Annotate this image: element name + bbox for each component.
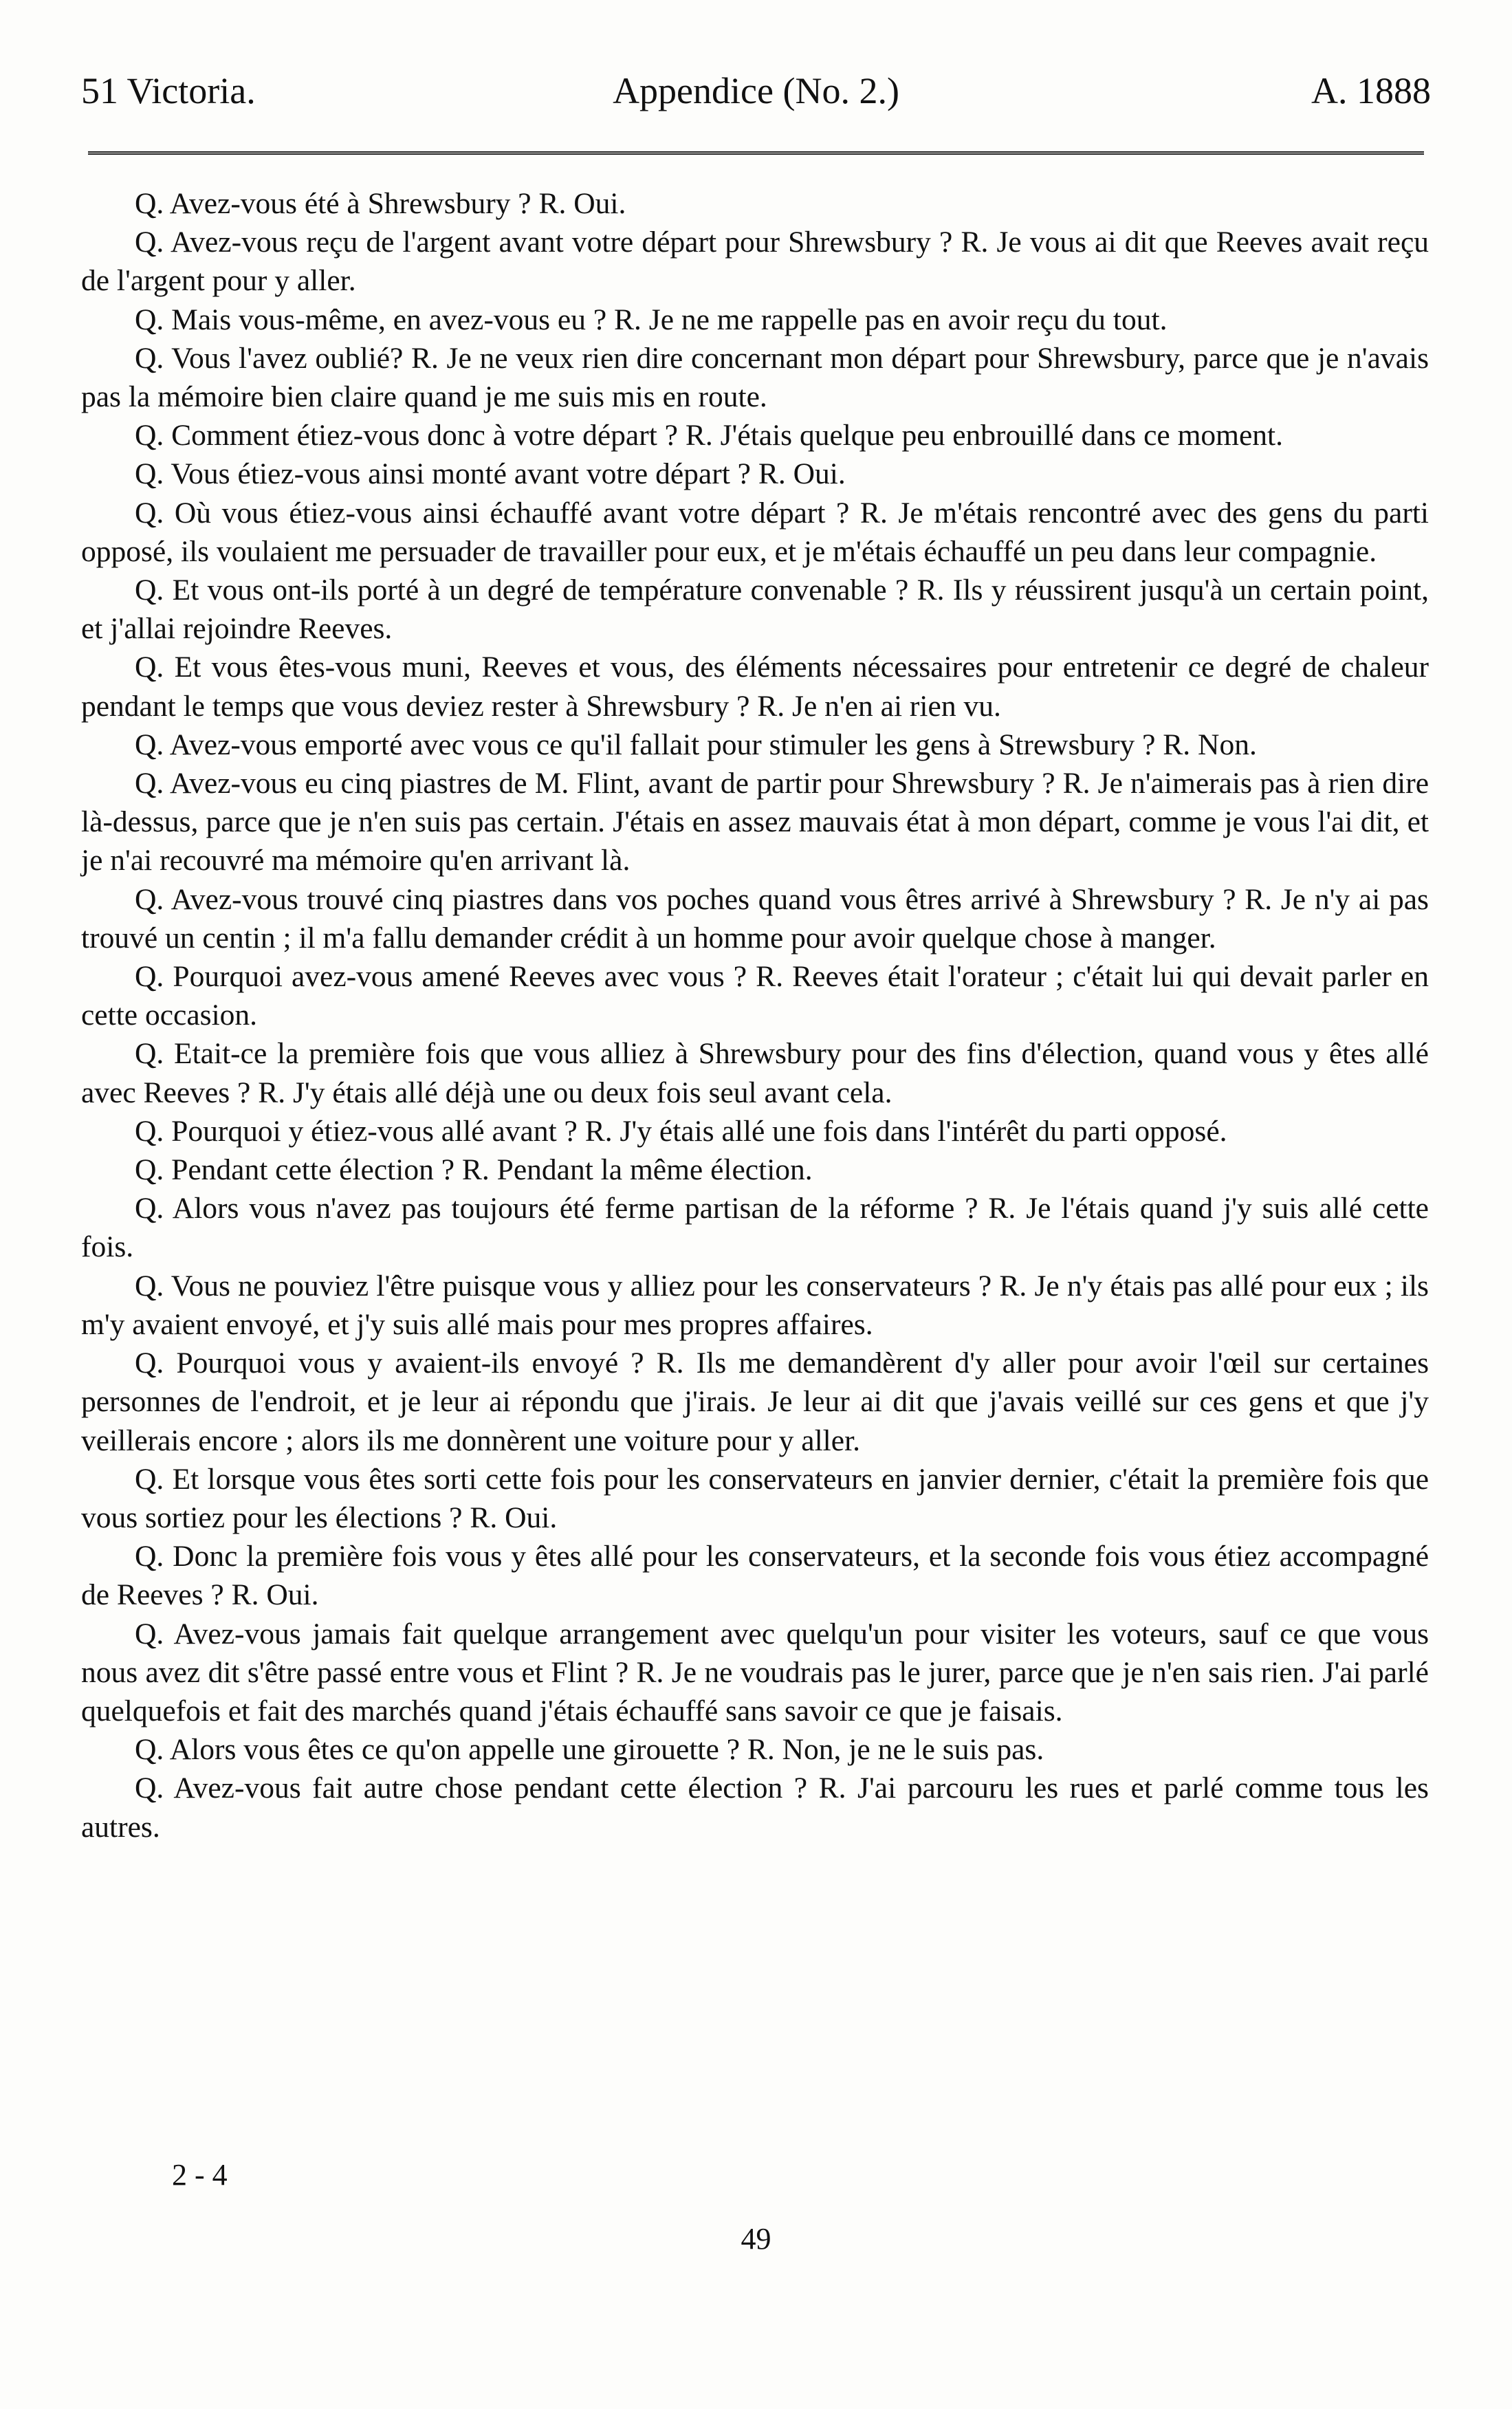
header-year: A. 1888 [1311, 70, 1431, 111]
qa-paragraph: Q. Pendant cette élection ? R. Pendant la même élection. [135, 1153, 813, 1187]
signature-mark: 2 - 4 [172, 2158, 228, 2192]
qa-paragraph: Q. Alors vous n'avez pas toujours été ferme partisan de la réforme ? R. Je l'étais quand j'y suis allé cette fois. [81, 1192, 1429, 1264]
qa-paragraph: Q. Et vous êtes-vous muni, Reeves et vous, des éléments nécessaires pour entretenir ce degré de chaleur pendant le temps que vous deviez rester à Shrewsbury ? R. Je n'en ai rien vu. [81, 651, 1429, 723]
page-number: 49 [741, 2222, 771, 2256]
running-header [81, 63, 1431, 118]
header-rule [88, 151, 1424, 155]
qa-paragraph: Q. Avez-vous été à Shrewsbury ? R. Oui. [135, 187, 626, 220]
qa-paragraph: Q. Vous ne pouviez l'être puisque vous y alliez pour les conservateurs ? R. Je n'y étais pas allé pour eux ; ils m'y avaient envoyé, et j'y suis allé mais pour mes propres affaires. [81, 1269, 1429, 1341]
qa-paragraph: Q. Avez-vous jamais fait quelque arrangement avec quelqu'un pour visiter les voteurs, sauf ce que vous nous avez dit s'être passé entre vous et Flint ? R. Je ne voudrais pas le jurer, parce que je n'en sais rien. J'ai parlé quelquefois et fait des marchés quand j'étais échauffé sans savoir ce que je faisais. [81, 1617, 1429, 1727]
qa-paragraph: Q. Donc la première fois vous y êtes allé pour les conservateurs, et la seconde fois vous étiez accompagné de Reeves ? R. Oui. [81, 1540, 1429, 1612]
qa-paragraph: Q. Avez-vous reçu de l'argent avant votre départ pour Shrewsbury ? R. Je vous ai dit que Reeves avait reçu de l'argent pour y aller. [81, 226, 1429, 298]
qa-paragraph: Q. Mais vous-même, en avez-vous eu ? R. Je ne me rappelle pas en avoir reçu du tout. [135, 303, 1168, 336]
qa-paragraph: Q. Avez-vous trouvé cinq piastres dans vos poches quand vous êtres arrivé à Shrewsbury ? R. Je n'y ai pas trouvé un centin ; il m'a fallu demander crédit à un homme pour avoir quelque chose à manger. [81, 882, 1429, 955]
qa-paragraph: Q. Où vous étiez-vous ainsi échauffé avant votre départ ? R. Je m'étais rencontré avec des gens du parti opposé, ils voulaient me persuader de travailler pour eux, et je m'étais échauffé un peu dans leur compagnie. [81, 496, 1429, 568]
qa-paragraph: Q. Vous l'avez oublié? R. Je ne veux rien dire concernant mon départ pour Shrewsbury, parce que je n'avais pas la mémoire bien claire quand je me suis mis en route. [81, 341, 1429, 414]
qa-paragraph: Q. Et vous ont-ils porté à un degré de température convenable ? R. Ils y réussirent jusqu'à un certain point, et j'allai rejoindre Reeves. [81, 574, 1429, 646]
qa-paragraph: Q. Et lorsque vous êtes sorti cette fois pour les conservateurs en janvier dernier, c'était la première fois que vous sortiez pour les élections ? R. Oui. [81, 1462, 1429, 1534]
qa-paragraph: Q. Comment étiez-vous donc à votre départ ? R. J'étais quelque peu enbrouillé dans ce moment. [135, 419, 1284, 453]
qa-paragraph: Q. Etait-ce la première fois que vous alliez à Shrewsbury pour des fins d'élection, quand vous y êtes allé avec Reeves ? R. J'y étais allé déjà une ou deux fois seul avant cela. [81, 1037, 1429, 1109]
qa-paragraph: Q. Avez-vous emporté avec vous ce qu'il fallait pour stimuler les gens à Strewsbury ? R. Non. [135, 728, 1257, 761]
qa-paragraph: Q. Avez-vous fait autre chose pendant cette élection ? R. J'ai parcouru les rues et parlé comme tous les autres. [81, 1772, 1429, 1844]
header-title: Appendice (No. 2.) [613, 70, 899, 111]
qa-paragraph: Q. Pourquoi vous y avaient-ils envoyé ? R. Ils me demandèrent d'y aller pour avoir l'œil sur certaines personnes de l'endroit, et je leur ai répondu que j'irais. Je leur ai dit que j'avais veillé sur ces gens et que j'y veillerais encore ; alors ils me donnèrent une voiture pour y aller. [81, 1347, 1429, 1457]
qa-paragraph: Q. Alors vous êtes ce qu'on appelle une girouette ? R. Non, je ne le suis pas. [135, 1733, 1044, 1767]
qa-paragraph: Q. Avez-vous eu cinq piastres de M. Flint, avant de partir pour Shrewsbury ? R. Je n'aimerais pas à rien dire là-dessus, parce que je n'en suis pas certain. J'étais en assez mauvais état à mon départ, comme je vous l'ai dit, et je n'ai recouvré ma mémoire qu'en arrivant là. [81, 767, 1429, 878]
header-session: 51 Victoria. [81, 70, 256, 111]
qa-paragraph: Q. Pourquoi y étiez-vous allé avant ? R. J'y étais allé une fois dans l'intérêt du parti opposé. [135, 1114, 1227, 1148]
testimony-body [81, 184, 1429, 1846]
qa-paragraph: Q. Pourquoi avez-vous amené Reeves avec vous ? R. Reeves était l'orateur ; c'était lui qui devait parler en cette occasion. [81, 960, 1429, 1032]
qa-paragraph: Q. Vous étiez-vous ainsi monté avant votre départ ? R. Oui. [135, 457, 846, 491]
